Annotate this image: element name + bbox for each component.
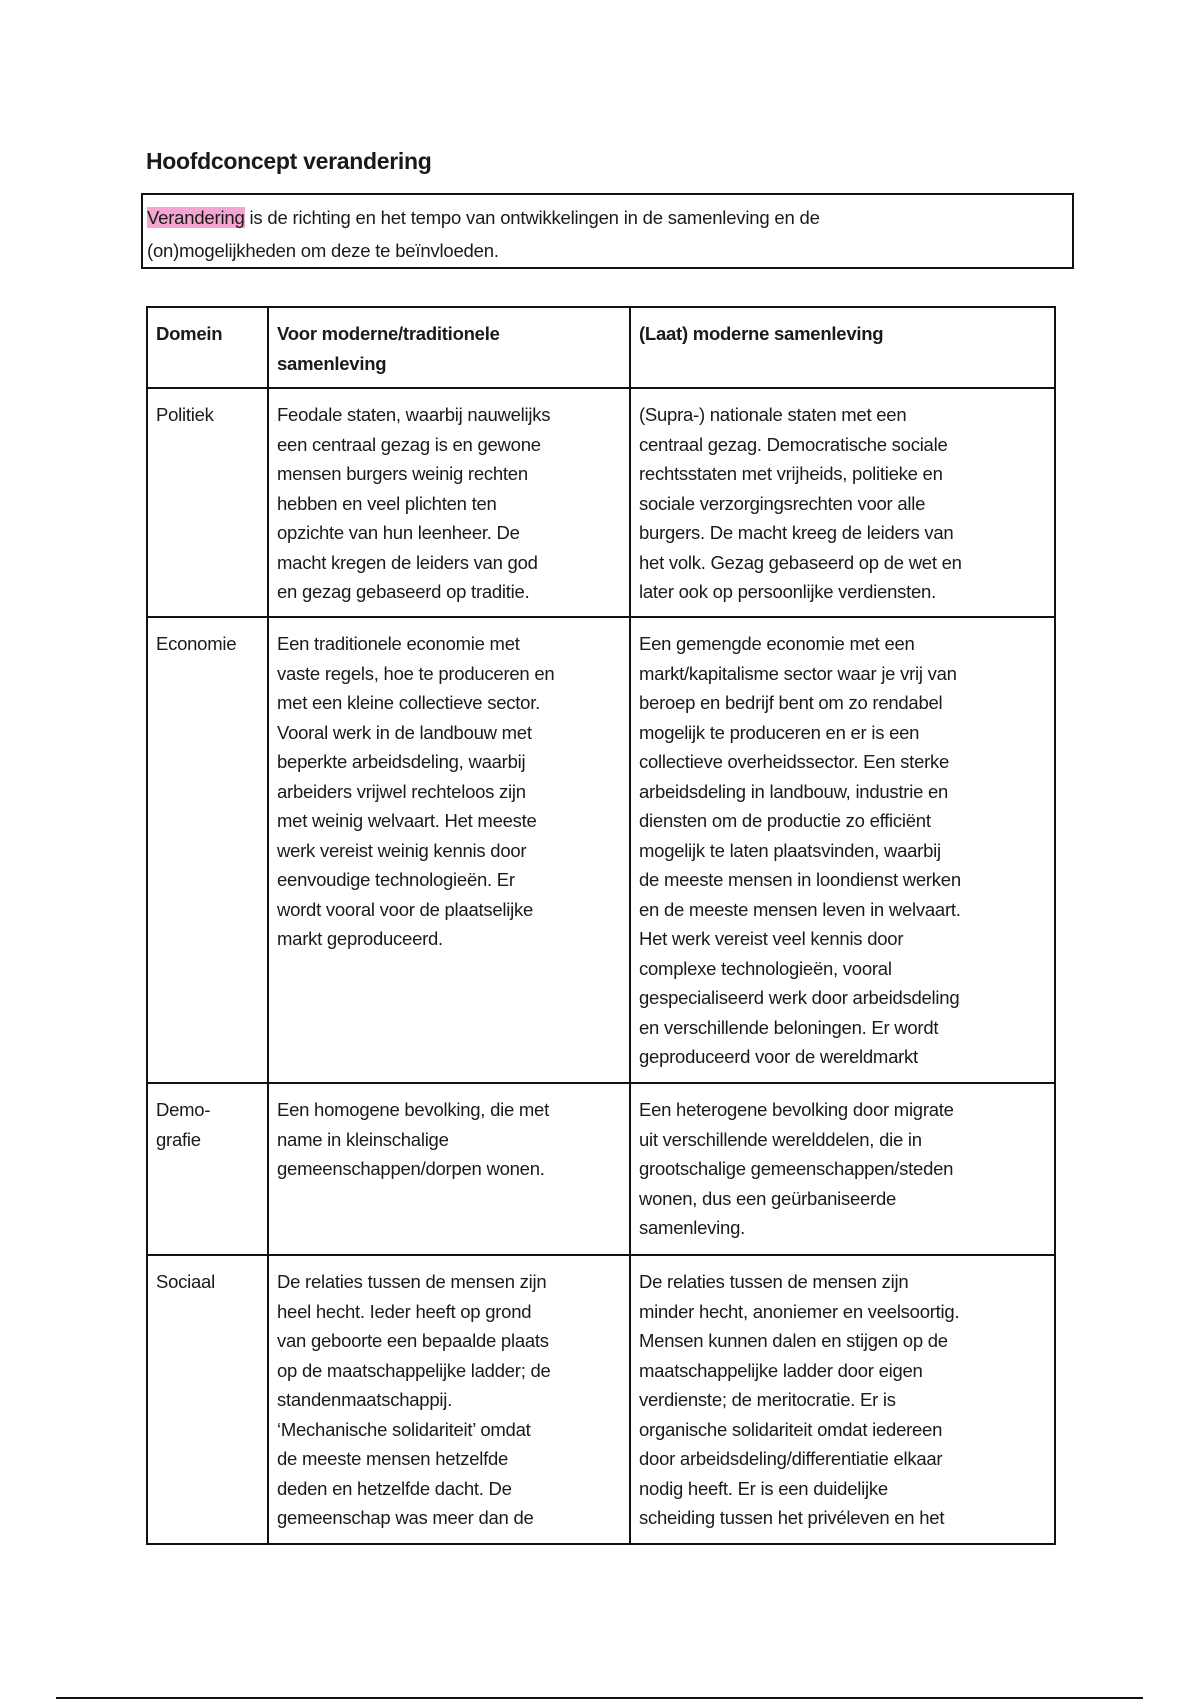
- cell-text-line: grafie: [156, 1128, 201, 1150]
- cell-text-line: Politiek: [156, 404, 214, 425]
- domain-cell: [147, 1255, 268, 1544]
- table-row: [147, 617, 1055, 1083]
- cell-text-line: collectieve overheidssector. Een sterke: [639, 751, 950, 772]
- cell-text-line: gemeenschap was meer dan de: [277, 1507, 534, 1528]
- cell-text-line: (Supra-) nationale staten met een: [639, 404, 907, 425]
- cell-text-line: ‘Mechanische solidariteit’ omdat: [277, 1418, 531, 1440]
- cell-text-line: wonen, dus een geürbaniseerde: [639, 1187, 897, 1209]
- cell-text-line: hebben en veel plichten ten: [277, 492, 497, 514]
- highlighted-term: Verandering: [147, 207, 245, 228]
- cell-text-line: burgers. De macht kreeg de leiders van: [639, 522, 954, 543]
- definition-line-1: [147, 201, 1068, 234]
- cell-text-line: centraal gezag. Democratische sociale: [639, 433, 948, 455]
- cell-text-line: met weinig welvaart. Het meeste: [277, 810, 537, 831]
- cell-text-line: maatschappelijke ladder door eigen: [639, 1359, 923, 1381]
- cell-text-line: markt/kapitalisme sector waar je vrij van: [639, 662, 957, 684]
- cell-text-line: opzichte van hun leenheer. De: [277, 522, 520, 543]
- cell-text-line: Een gemengde economie met een: [639, 633, 915, 654]
- cell-text-line: Feodale staten, waarbij nauwelijks: [277, 404, 551, 425]
- traditional-cell: [268, 1255, 630, 1544]
- cell-text-line: werk vereist weinig kennis door: [277, 839, 527, 861]
- cell-text-line: Mensen kunnen dalen en stijgen op de: [639, 1330, 948, 1351]
- cell-text-line: sociale verzorgingsrechten voor alle: [639, 492, 926, 514]
- cell-text-line: met een kleine collectieve sector.: [277, 692, 540, 713]
- traditional-cell: [268, 1083, 630, 1255]
- definition-text: is de richting en het tempo van ontwikkelingen in de samenleving en de: [244, 207, 820, 228]
- cell-text-line: De relaties tussen de mensen zijn: [639, 1271, 909, 1292]
- cell-text-line: Voor moderne/traditionele: [277, 323, 500, 344]
- cell-text-line: het volk. Gezag gebaseerd op de wet en: [639, 551, 962, 573]
- cell-text-line: diensten om de productie zo efficiënt: [639, 810, 931, 831]
- definition-line-2: (on)mogelijkheden om deze te beïnvloeden.: [147, 240, 499, 261]
- page-title: Hoofdconcept verandering: [146, 148, 432, 174]
- cell-text-line: complexe technologieën, vooral: [639, 957, 892, 979]
- definition-box: [141, 193, 1074, 269]
- cell-text-line: nodig heeft. Er is een duidelijke: [639, 1477, 888, 1499]
- cell-text-line: heel hecht. Ieder heeft op grond: [277, 1300, 532, 1322]
- cell-text-line: minder hecht, anoniemer en veelsoortig.: [639, 1300, 960, 1322]
- cell-text-line: uit verschillende werelddelen, die in: [639, 1128, 922, 1150]
- header-domain-cell: [147, 307, 268, 388]
- cell-text-line: de meeste mensen hetzelfde: [277, 1448, 509, 1469]
- cell-text-line: grootschalige gemeenschappen/steden: [639, 1158, 954, 1179]
- cell-text-line: Domein: [156, 323, 223, 344]
- cell-text-line: mensen burgers weinig rechten: [277, 463, 528, 484]
- table-row: [147, 1255, 1055, 1544]
- cell-text-line: de meeste mensen in loondienst werken: [639, 869, 961, 890]
- domain-cell: [147, 388, 268, 617]
- cell-text-line: een centraal gezag is en gewone: [277, 433, 541, 455]
- page-bottom-rule: [56, 1697, 1143, 1699]
- cell-text-line: name in kleinschalige: [277, 1128, 449, 1150]
- cell-text-line: Economie: [156, 633, 237, 654]
- cell-text-line: op de maatschappelijke ladder; de: [277, 1359, 551, 1381]
- table-row: [147, 388, 1055, 617]
- cell-text-line: samenleving: [277, 352, 387, 374]
- cell-text-line: rechtsstaten met vrijheids, politieke en: [639, 463, 943, 484]
- modern-cell: [630, 617, 1055, 1083]
- cell-text-line: deden en hetzelfde dacht. De: [277, 1477, 512, 1499]
- cell-text-line: macht kregen de leiders van god: [277, 551, 538, 573]
- cell-text-line: (Laat) moderne samenleving: [639, 323, 884, 344]
- domain-cell: [147, 617, 268, 1083]
- comparison-table: [146, 306, 1056, 1545]
- cell-text-line: mogelijk te laten plaatsvinden, waarbij: [639, 839, 941, 861]
- cell-text-line: Een heterogene bevolking door migrate: [639, 1099, 954, 1120]
- cell-text-line: van geboorte een bepaalde plaats: [277, 1330, 549, 1351]
- cell-text-line: door arbeidsdeling/differentiatie elkaar: [639, 1448, 943, 1469]
- cell-text-line: mogelijk te produceren en er is een: [639, 721, 920, 743]
- cell-text-line: eenvoudige technologieën. Er: [277, 869, 515, 890]
- cell-text-line: beroep en bedrijf bent om zo rendabel: [639, 692, 943, 713]
- cell-text-line: Sociaal: [156, 1271, 215, 1292]
- domain-cell: [147, 1083, 268, 1255]
- cell-text-line: wordt vooral voor de plaatselijke: [277, 898, 534, 920]
- modern-cell: [630, 1255, 1055, 1544]
- cell-text-line: markt geproduceerd.: [277, 928, 443, 949]
- traditional-cell: [268, 388, 630, 617]
- cell-text-line: vaste regels, hoe te produceren en: [277, 662, 555, 684]
- cell-text-line: arbeidsdeling in landbouw, industrie en: [639, 780, 949, 802]
- cell-text-line: beperkte arbeidsdeling, waarbij: [277, 751, 526, 772]
- cell-text-line: arbeiders vrijwel rechteloos zijn: [277, 780, 526, 802]
- cell-text-line: en de meeste mensen leven in welvaart.: [639, 898, 961, 920]
- table-header-row: [147, 307, 1055, 388]
- cell-text-line: verdienste; de meritocratie. Er is: [639, 1389, 896, 1410]
- traditional-cell: [268, 617, 630, 1083]
- header-traditional-cell: [268, 307, 630, 388]
- cell-text-line: Een traditionele economie met: [277, 633, 520, 654]
- cell-text-line: en verschillende beloningen. Er wordt: [639, 1016, 939, 1038]
- cell-text-line: De relaties tussen de mensen zijn: [277, 1271, 547, 1292]
- header-modern-cell: [630, 307, 1055, 388]
- cell-text-line: scheiding tussen het privéleven en het: [639, 1507, 945, 1528]
- cell-text-line: Het werk vereist veel kennis door: [639, 928, 904, 949]
- cell-text-line: Demo-: [156, 1099, 211, 1120]
- modern-cell: [630, 388, 1055, 617]
- cell-text-line: standenmaatschappij.: [277, 1389, 452, 1410]
- cell-text-line: gemeenschappen/dorpen wonen.: [277, 1158, 545, 1179]
- modern-cell: [630, 1083, 1055, 1255]
- cell-text-line: organische solidariteit omdat iedereen: [639, 1418, 943, 1440]
- cell-text-line: en gezag gebaseerd op traditie.: [277, 581, 530, 602]
- cell-text-line: gespecialiseerd werk door arbeidsdeling: [639, 987, 960, 1008]
- table-row: [147, 1083, 1055, 1255]
- cell-text-line: geproduceerd voor de wereldmarkt: [639, 1046, 918, 1067]
- cell-text-line: Vooral werk in de landbouw met: [277, 721, 532, 743]
- cell-text-line: later ook op persoonlijke verdiensten.: [639, 581, 936, 602]
- cell-text-line: samenleving.: [639, 1217, 746, 1238]
- cell-text-line: Een homogene bevolking, die met: [277, 1099, 549, 1120]
